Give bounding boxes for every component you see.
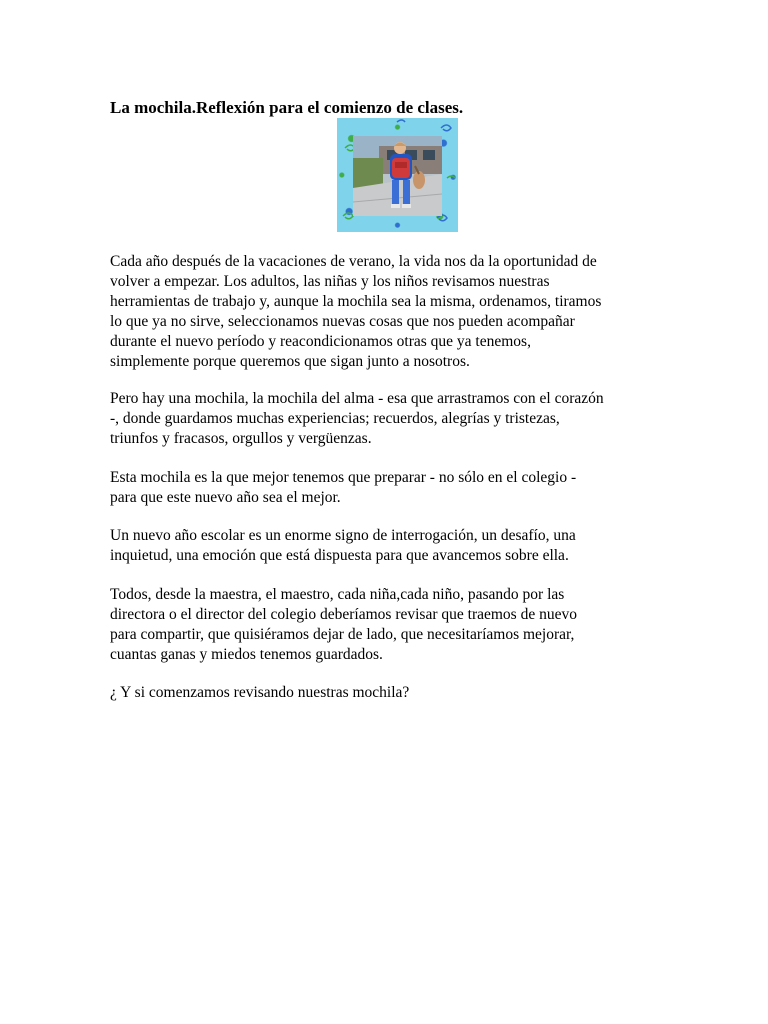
paragraph-line: simplemente porque queremos que sigan junto a nosotros. <box>110 353 470 370</box>
paragraph-line: volver a empezar. Los adultos, las niñas y los niños revisamos nuestras <box>110 273 550 290</box>
paragraph-line: triunfos y fracasos, orgullos y vergüenzas. <box>110 430 372 447</box>
paragraph-line: Todos, desde la maestra, el maestro, cada niña,cada niño, pasando por las <box>110 586 565 603</box>
paragraph-line: Pero hay una mochila, la mochila del alma - esa que arrastramos con el corazón <box>110 390 604 407</box>
paragraph-line: inquietud, una emoción que está dispuesta para que avancemos sobre ella. <box>110 547 569 564</box>
paragraph-line: cuantas ganas y miedos tenemos guardados. <box>110 646 383 663</box>
paragraph-2 <box>110 389 690 449</box>
paragraph-line: Cada año después de la vacaciones de verano, la vida nos da la oportunidad de <box>110 253 597 270</box>
paragraph-line: Esta mochila es la que mejor tenemos que preparar - no sólo en el colegio - <box>110 469 577 486</box>
paragraph-3 <box>110 468 690 508</box>
paragraph-line: durante el nuevo período y reacondicionamos otras que ya tenemos, <box>110 333 531 350</box>
paragraph-line: Un nuevo año escolar es un enorme signo de interrogación, un desafío, una <box>110 527 576 544</box>
paragraph-line: directora o el director del colegio deberíamos revisar que traemos de nuevo <box>110 606 577 623</box>
child-with-backpack-photo-icon <box>337 118 458 232</box>
paragraph-1 <box>110 252 690 372</box>
paragraph-line: para que este nuevo año sea el mejor. <box>110 489 341 506</box>
paragraph-line: herramientas de trabajo y, aunque la mochila sea la misma, ordenamos, tiramos <box>110 293 602 310</box>
paragraph-line: ¿ Y si comenzamos revisando nuestras mochila? <box>110 684 410 701</box>
photo-frame <box>337 118 458 232</box>
paragraph-line: para compartir, que quisiéramos dejar de lado, que necesitaríamos mejorar, <box>110 626 575 643</box>
paragraph-line: lo que ya no sirve, seleccionamos nuevas cosas que nos pueden acompañar <box>110 313 575 330</box>
paragraph-4 <box>110 526 690 566</box>
page-title: La mochila.Reflexión para el comienzo de clases. <box>110 98 464 117</box>
paragraph-6 <box>110 683 690 703</box>
paragraph-5 <box>110 585 690 665</box>
paragraph-line: -, donde guardamos muchas experiencias; recuerdos, alegrías y tristezas, <box>110 410 560 427</box>
